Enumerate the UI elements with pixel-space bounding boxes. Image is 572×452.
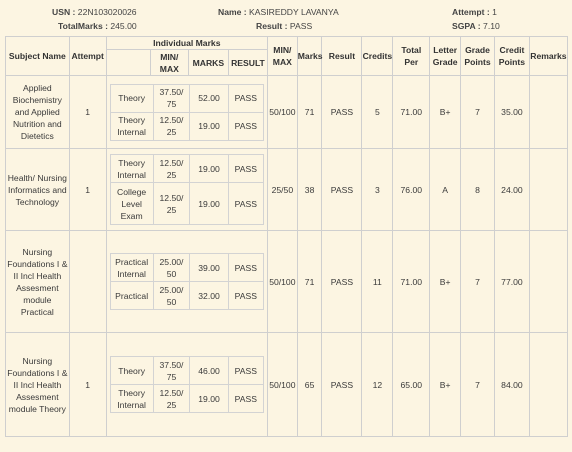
marks-table [5,36,568,437]
component-marks: 52.00 [190,84,228,112]
col-attempt: Attempt [69,37,106,76]
name-label: Name : [218,7,247,17]
remarks-cell [529,333,567,437]
table-row [6,333,568,437]
attempt-cell [69,231,106,333]
component-type: College Level Exam [110,183,153,225]
total-per-cell: 71.00 [393,76,430,149]
attempt-value: 1 [492,7,497,17]
grade-points-cell: 7 [461,76,495,149]
result-cell: PASS [322,231,362,333]
credit-points-cell: 35.00 [494,76,529,149]
component-marks: 46.00 [190,357,228,385]
component-min-max: 37.50/ 75 [153,84,190,112]
component-marks: 39.00 [190,254,228,282]
component-min-max: 12.50/ 25 [153,385,190,413]
individual-marks-cell [106,231,267,333]
col-min-max: MIN/ MAX [267,37,297,76]
total-per-cell: 65.00 [393,333,430,437]
remarks-cell [529,149,567,231]
individual-marks-cell [106,76,267,149]
attempt-cell: 1 [69,149,106,231]
component-type: Theory Internal [110,155,153,183]
credit-points-cell: 77.00 [494,231,529,333]
component-type: Practical Internal [110,254,153,282]
subject-name: Nursing Foundations I & II Incl Health Assesment module Practical [6,231,70,333]
marks-cell: 65 [297,333,322,437]
component-type: Theory Internal [110,385,153,413]
component-result: PASS [228,357,263,385]
component-result: PASS [228,385,263,413]
component-result: PASS [228,155,263,183]
min-max-cell: 50/100 [267,333,297,437]
col-letter-grade: Letter Grade [430,37,461,76]
total-marks-field [58,21,137,31]
component-marks: 19.00 [190,385,228,413]
sgpa-value: 7.10 [483,21,500,31]
col-remarks: Remarks [529,37,567,76]
component-result: PASS [228,183,263,225]
col-credits: Credits [362,37,393,76]
sgpa-field [452,21,500,31]
component-min-max: 12.50/ 25 [153,155,190,183]
name-field [218,7,339,17]
result-field [256,21,312,31]
letter-grade-cell: B+ [430,76,461,149]
subject-name: Health/ Nursing Informatics and Technology [6,149,70,231]
letter-grade-cell: B+ [430,333,461,437]
credit-points-cell: 84.00 [494,333,529,437]
total-per-cell: 71.00 [393,231,430,333]
component-type: Theory [110,357,153,385]
result-value: PASS [289,21,313,31]
result-cell: PASS [322,149,362,231]
total-marks-value: 245.00 [110,21,137,31]
min-max-cell: 25/50 [267,149,297,231]
component-type: Theory Internal [110,112,153,140]
col-grade-points: Grade Points [461,37,495,76]
marks-cell: 71 [297,231,322,333]
letter-grade-cell: A [430,149,461,231]
individual-marks-cell [106,149,267,231]
attempt-field [452,7,497,17]
component-min-max: 12.50/ 25 [153,112,190,140]
col-credit-points: Credit Points [494,37,529,76]
individual-marks-cell [106,333,267,437]
component-marks: 19.00 [190,112,228,140]
col-ind-min-max: MIN/ MAX [150,50,188,76]
component-marks: 19.00 [190,155,228,183]
credits-cell: 5 [362,76,393,149]
attempt-cell: 1 [69,76,106,149]
grade-points-cell: 7 [461,333,495,437]
letter-grade-cell: B+ [430,231,461,333]
component-result: PASS [228,282,263,310]
attempt-cell: 1 [69,333,106,437]
col-total-per: Total Per [393,37,430,76]
col-result: Result [322,37,362,76]
component-min-max: 37.50/ 75 [153,357,190,385]
credits-cell: 11 [362,231,393,333]
component-marks: 19.00 [190,183,228,225]
marks-cell: 71 [297,76,322,149]
usn-label: USN : [52,7,76,17]
sgpa-label: SGPA : [452,21,481,31]
remarks-cell [529,76,567,149]
component-result: PASS [228,84,263,112]
attempt-label: Attempt : [452,7,490,17]
usn-field [52,7,137,17]
component-result: PASS [228,112,263,140]
subject-name: Nursing Foundations I & II Incl Health Assesment module Theory [6,333,70,437]
table-row [6,76,568,149]
col-subject-name: Subject Name [6,37,70,76]
component-result: PASS [228,254,263,282]
col-ind-marks: MARKS [188,50,228,76]
usn-value: 22N103020026 [77,7,137,17]
result-label: Result : [256,21,288,31]
table-row [6,231,568,333]
component-min-max: 12.50/ 25 [153,183,190,225]
marks-cell: 38 [297,149,322,231]
col-ind-result: RESULT [228,50,267,76]
min-max-cell: 50/100 [267,231,297,333]
grade-points-cell: 7 [461,231,495,333]
col-individual-marks: Individual Marks [106,37,267,50]
grade-points-cell: 8 [461,149,495,231]
component-type: Theory [110,84,153,112]
component-min-max: 25.00/ 50 [153,254,190,282]
col-component [106,50,150,76]
component-marks: 32.00 [190,282,228,310]
subject-name: Applied Biochemistry and Applied Nutrition and Dietetics [6,76,70,149]
col-marks: Marks [297,37,322,76]
component-type: Practical [110,282,153,310]
total-marks-label: TotalMarks : [58,21,108,31]
total-per-cell: 76.00 [393,149,430,231]
min-max-cell: 50/100 [267,76,297,149]
component-min-max: 25.00/ 50 [153,282,190,310]
name-value: KASIREDDY LAVANYA [249,7,339,17]
credit-points-cell: 24.00 [494,149,529,231]
credits-cell: 12 [362,333,393,437]
credits-cell: 3 [362,149,393,231]
remarks-cell [529,231,567,333]
table-row [6,149,568,231]
result-cell: PASS [322,76,362,149]
result-cell: PASS [322,333,362,437]
